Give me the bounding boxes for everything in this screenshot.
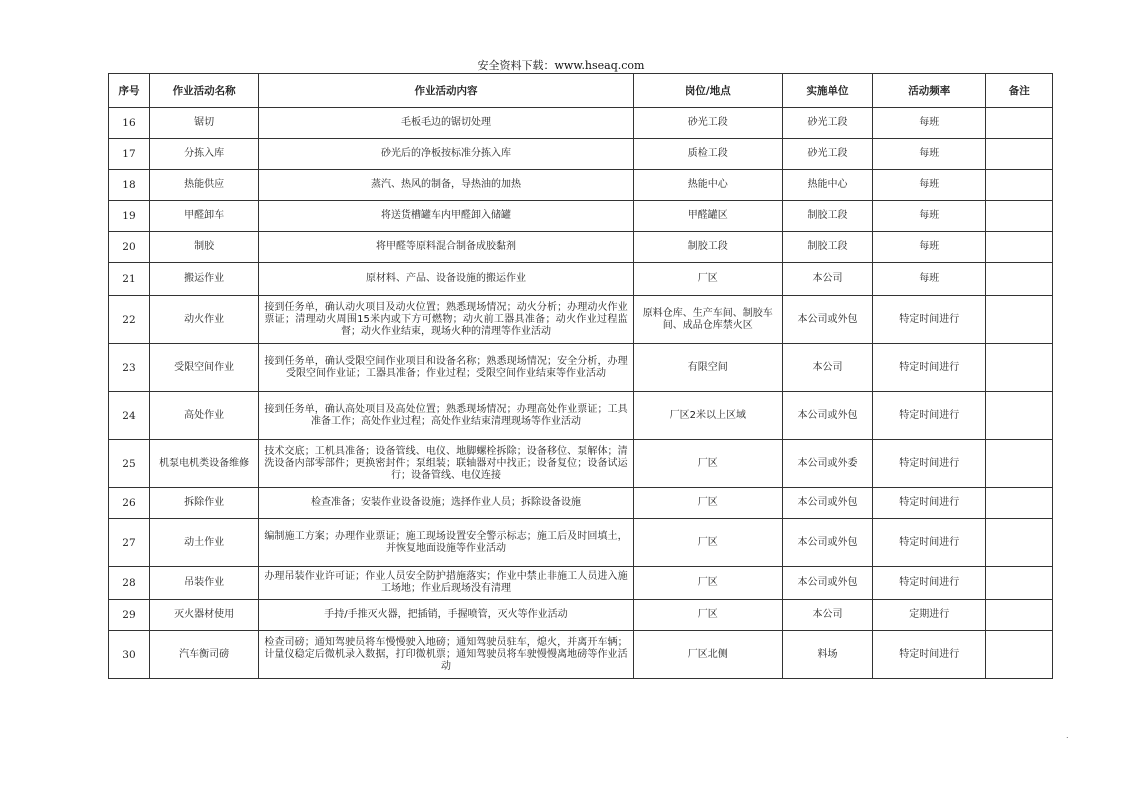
cell-no: 27	[109, 519, 150, 567]
cell-activity-name: 锯切	[149, 108, 258, 139]
cell-no: 23	[109, 344, 150, 392]
cell-unit: 本公司或外包	[782, 488, 872, 519]
cell-unit: 砂光工段	[782, 108, 872, 139]
cell-activity-content: 接到任务单，确认高处项目及高处位置；熟悉现场情况；办理高处作业票证；工具准备工作；高处作业过程；高处作业结束清理现场等作业活动	[259, 392, 633, 440]
cell-unit: 砂光工段	[782, 139, 872, 170]
cell-no: 30	[109, 631, 150, 679]
cell-activity-name: 受限空间作业	[149, 344, 258, 392]
cell-activity-name: 动土作业	[149, 519, 258, 567]
cell-activity-name: 动火作业	[149, 296, 258, 344]
cell-note	[986, 108, 1053, 139]
cell-unit: 本公司或外包	[782, 567, 872, 600]
cell-activity-name: 机泵电机类设备维修	[149, 440, 258, 488]
cell-place: 厂区北侧	[633, 631, 782, 679]
table-row	[109, 488, 1053, 519]
cell-unit: 本公司或外包	[782, 392, 872, 440]
cell-note	[986, 263, 1053, 296]
table-row	[109, 201, 1053, 232]
table-row	[109, 263, 1053, 296]
cell-place: 原料仓库、生产车间、制胶车间、成品仓库禁火区	[633, 296, 782, 344]
table-row	[109, 519, 1053, 567]
page-corner-mark: .	[1066, 731, 1069, 740]
cell-note	[986, 139, 1053, 170]
table-row	[109, 108, 1053, 139]
cell-no: 18	[109, 170, 150, 201]
cell-frequency: 特定时间进行	[872, 631, 986, 679]
cell-activity-content: 毛板毛边的锯切处理	[259, 108, 633, 139]
cell-unit: 本公司或外包	[782, 519, 872, 567]
cell-frequency: 特定时间进行	[872, 488, 986, 519]
header-col-activity-content: 作业活动内容	[259, 74, 633, 108]
cell-no: 29	[109, 600, 150, 631]
cell-place: 厂区	[633, 600, 782, 631]
cell-frequency: 每班	[872, 201, 986, 232]
table-header-row	[109, 74, 1053, 108]
cell-note	[986, 392, 1053, 440]
cell-activity-name: 拆除作业	[149, 488, 258, 519]
cell-note	[986, 296, 1053, 344]
cell-note	[986, 631, 1053, 679]
cell-unit: 热能中心	[782, 170, 872, 201]
table-row	[109, 392, 1053, 440]
header-col-place: 岗位/地点	[633, 74, 782, 108]
cell-no: 17	[109, 139, 150, 170]
cell-activity-content: 办理吊装作业许可证；作业人员安全防护措施落实；作业中禁止非施工人员进入施工场地；作业后现场没有清理	[259, 567, 633, 600]
cell-no: 22	[109, 296, 150, 344]
cell-place: 厂区	[633, 567, 782, 600]
cell-frequency: 每班	[872, 170, 986, 201]
cell-activity-name: 分拣入库	[149, 139, 258, 170]
cell-activity-content: 原材料、产品、设备设施的搬运作业	[259, 263, 633, 296]
cell-note	[986, 170, 1053, 201]
cell-activity-content: 技术交底；工机具准备；设备管线、电仪、地脚螺栓拆除；设备移位、泵解体；清洗设备内部零部件；更换密封件；泵组装；联轴器对中找正；设备复位；设备试运行；设备管线、电仪连接	[259, 440, 633, 488]
cell-unit: 本公司或外委	[782, 440, 872, 488]
cell-activity-name: 灭火器材使用	[149, 600, 258, 631]
cell-note	[986, 201, 1053, 232]
cell-note	[986, 344, 1053, 392]
cell-frequency: 每班	[872, 263, 986, 296]
cell-activity-content: 蒸汽、热风的制备，导热油的加热	[259, 170, 633, 201]
cell-unit: 本公司	[782, 344, 872, 392]
table-row	[109, 296, 1053, 344]
cell-frequency: 每班	[872, 108, 986, 139]
cell-activity-content: 检查准备；安装作业设备设施；选择作业人员；拆除设备设施	[259, 488, 633, 519]
cell-place: 厂区	[633, 519, 782, 567]
cell-activity-content: 编制施工方案；办理作业票证；施工现场设置安全警示标志；施工后及时回填土，并恢复地面设施等作业活动	[259, 519, 633, 567]
table-row	[109, 440, 1053, 488]
header-col-no: 序号	[109, 74, 150, 108]
cell-activity-content: 接到任务单，确认受限空间作业项目和设备名称；熟悉现场情况；安全分析，办理受限空间作业证；工器具准备；作业过程；受限空间作业结束等作业活动	[259, 344, 633, 392]
table-body	[109, 108, 1053, 679]
cell-unit: 本公司	[782, 600, 872, 631]
table-row	[109, 139, 1053, 170]
cell-frequency: 特定时间进行	[872, 344, 986, 392]
cell-frequency: 特定时间进行	[872, 296, 986, 344]
cell-note	[986, 519, 1053, 567]
header-col-frequency: 活动频率	[872, 74, 986, 108]
table-row	[109, 344, 1053, 392]
cell-no: 21	[109, 263, 150, 296]
cell-frequency: 特定时间进行	[872, 519, 986, 567]
table-row	[109, 567, 1053, 600]
cell-unit: 料场	[782, 631, 872, 679]
cell-place: 制胶工段	[633, 232, 782, 263]
cell-activity-content: 将送货槽罐车内甲醛卸入储罐	[259, 201, 633, 232]
cell-note	[986, 567, 1053, 600]
table-row	[109, 232, 1053, 263]
cell-activity-name: 热能供应	[149, 170, 258, 201]
cell-place: 厂区2米以上区域	[633, 392, 782, 440]
cell-activity-content: 接到任务单，确认动火项目及动火位置；熟悉现场情况；动火分析；办理动火作业票证；清理动火周围15米内或下方可燃物；动火前工器具准备；动火作业过程监督；动火作业结束，现场火种的清理等作业活动	[259, 296, 633, 344]
cell-no: 25	[109, 440, 150, 488]
cell-place: 砂光工段	[633, 108, 782, 139]
table-row	[109, 170, 1053, 201]
site-header: 安全资料下载：www.hseaq.com	[477, 59, 645, 72]
cell-place: 厂区	[633, 263, 782, 296]
cell-no: 28	[109, 567, 150, 600]
cell-note	[986, 488, 1053, 519]
header-col-note: 备注	[986, 74, 1053, 108]
table-row	[109, 631, 1053, 679]
header-col-unit: 实施单位	[782, 74, 872, 108]
cell-frequency: 特定时间进行	[872, 440, 986, 488]
cell-frequency: 特定时间进行	[872, 392, 986, 440]
table-row	[109, 600, 1053, 631]
cell-frequency: 特定时间进行	[872, 567, 986, 600]
cell-frequency: 定期进行	[872, 600, 986, 631]
cell-activity-name: 甲醛卸车	[149, 201, 258, 232]
cell-place: 有限空间	[633, 344, 782, 392]
cell-activity-content: 检查司磅；通知驾驶员将车慢慢驶入地磅；通知驾驶员驻车，熄火，并离开车辆；计量仪稳定后微机录入数据，打印微机票；通知驾驶员将车驶慢慢离地磅等作业活动	[259, 631, 633, 679]
cell-unit: 制胶工段	[782, 232, 872, 263]
cell-no: 24	[109, 392, 150, 440]
header-col-activity-name: 作业活动名称	[149, 74, 258, 108]
cell-activity-name: 制胶	[149, 232, 258, 263]
cell-unit: 制胶工段	[782, 201, 872, 232]
cell-activity-name: 吊装作业	[149, 567, 258, 600]
cell-note	[986, 440, 1053, 488]
cell-activity-content: 砂光后的净板按标准分拣入库	[259, 139, 633, 170]
cell-no: 20	[109, 232, 150, 263]
cell-note	[986, 600, 1053, 631]
cell-unit: 本公司或外包	[782, 296, 872, 344]
cell-place: 厂区	[633, 488, 782, 519]
cell-place: 质检工段	[633, 139, 782, 170]
cell-place: 热能中心	[633, 170, 782, 201]
cell-frequency: 每班	[872, 139, 986, 170]
work-activity-table	[108, 73, 1053, 679]
cell-activity-content: 手持/手推灭火器，把插销，手握喷管，灭火等作业活动	[259, 600, 633, 631]
cell-no: 16	[109, 108, 150, 139]
cell-unit: 本公司	[782, 263, 872, 296]
cell-activity-content: 将甲醛等原料混合制备成胶黏剂	[259, 232, 633, 263]
cell-place: 甲醛罐区	[633, 201, 782, 232]
cell-activity-name: 汽车衡司磅	[149, 631, 258, 679]
cell-no: 26	[109, 488, 150, 519]
cell-activity-name: 高处作业	[149, 392, 258, 440]
cell-note	[986, 232, 1053, 263]
cell-place: 厂区	[633, 440, 782, 488]
cell-no: 19	[109, 201, 150, 232]
cell-activity-name: 搬运作业	[149, 263, 258, 296]
cell-frequency: 每班	[872, 232, 986, 263]
